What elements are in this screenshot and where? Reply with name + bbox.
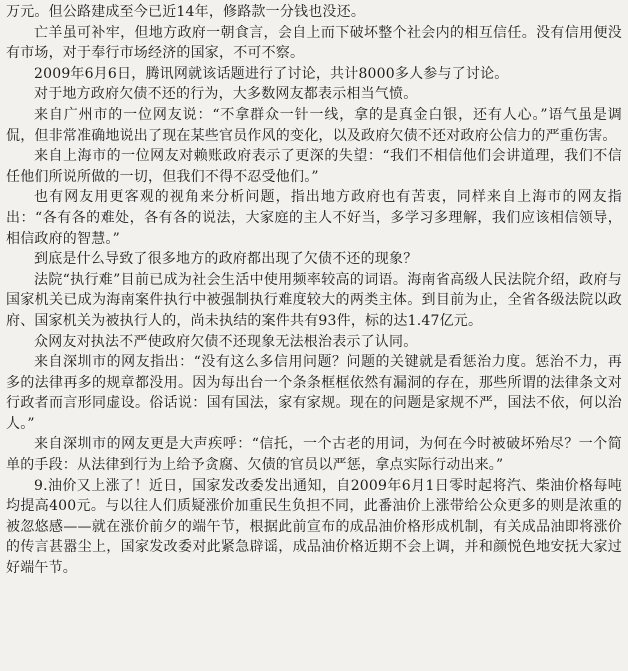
paragraph-guangzhou-netizen: 来自广州市的一位网友说：“不拿群众一针一线，拿的是真金白银，还有人心。”语气虽是调侃，但非常准确地说出了现在某些官员作风的变化，以及政府欠债不还对政府公信力的严重伤害。 [6, 106, 622, 144]
paragraph-tencent-discussion: 2009年6月6日，腾讯网就该话题进行了讨论，共计8000多人参与了讨论。 [34, 65, 509, 82]
paragraph-trust: 亡羊虽可补牢，但地方政府一朝食言，会自上而下破坏整个社会内的相互信任。没有信用便没有市场，对于奉行市场经济的国家，不可不察。 [6, 24, 622, 62]
paragraph-objective-view: 也有网友用更客观的视角来分析问题，指出地方政府也有苦衷，同样来自上海市的网友指出：“各有各的难处，各有各的说法，大家庭的主人不好当，多学习多理解，我们应该相信领导，相信政府的智慧。” [6, 189, 622, 247]
paragraph-lax-enforcement: 众网友对执法不严使政府欠债不还现象无法根治表示了认同。 [34, 333, 418, 350]
paragraph-netizens-angry: 对于地方政府欠债不还的行为，大多数网友都表示相当气愤。 [34, 86, 418, 103]
paragraph-question: 到底是什么导致了很多地方的政府都出现了欠债不还的现象？ [34, 251, 418, 268]
paragraph-oil-price: 9.油价又上涨了！近日，国家发改委发出通知，自2009年6月1日零时起将汽、柴油价格每吨均提高400元。与以往人们质疑涨价加重民生负担不同，此番油价上涨带给公众更多的则是浓重的被忽悠感——就在涨价前夕的端午节，根据此前宣布的成品油价格形成机制，有关成品油即将涨价的传言甚嚣尘上，国家发改委对此紧急辟谣，成品油价格近期不会上调，并和颜悦色地安抚大家过好端午节。 [6, 477, 622, 577]
paragraph-shenzhen-netizen-2: 来自深圳市的网友更是大声疾呼：“信托，一个古老的用词，为何在今时被破坏殆尽？一个简单的手段：从法律到行为上给予贪腐、欠债的官员以严惩，拿点实际行动出来。” [6, 436, 622, 474]
paragraph-continuation: 万元。但公路建成至今已近14年，修路款一分钱也没还。 [6, 4, 366, 20]
paragraph-court-enforcement: 法院“执行难”目前已成为社会生活中使用频率较高的词语。海南省高级人民法院介绍，政府与国家机关已成为海南案件执行中被强制执行难度较大的两类主体。到目前为止，全省各级法院以政府、国家机关为被执行人的，尚未执结的案件共有93件，标的达1.47亿元。 [6, 271, 622, 329]
paragraph-shanghai-netizen: 来自上海市的一位网友对赖账政府表示了更深的失望：“我们不相信他们会讲道理，我们不信任他们所说所做的一切，但我们不得不忍受他们。” [6, 148, 622, 185]
paragraph-shenzhen-netizen: 来自深圳市的网友指出：“没有这么多信用问题？问题的关键就是看惩治力度。惩治不力，再多的法律再多的规章都没用。因为每出台一个条条框框依然有漏洞的存在，那些所谓的法律条文对行政者而言形同虚设。俗话说：国有国法，家有家规。现在的问题是家规不严，国法不依，何以治人。” [6, 354, 622, 432]
